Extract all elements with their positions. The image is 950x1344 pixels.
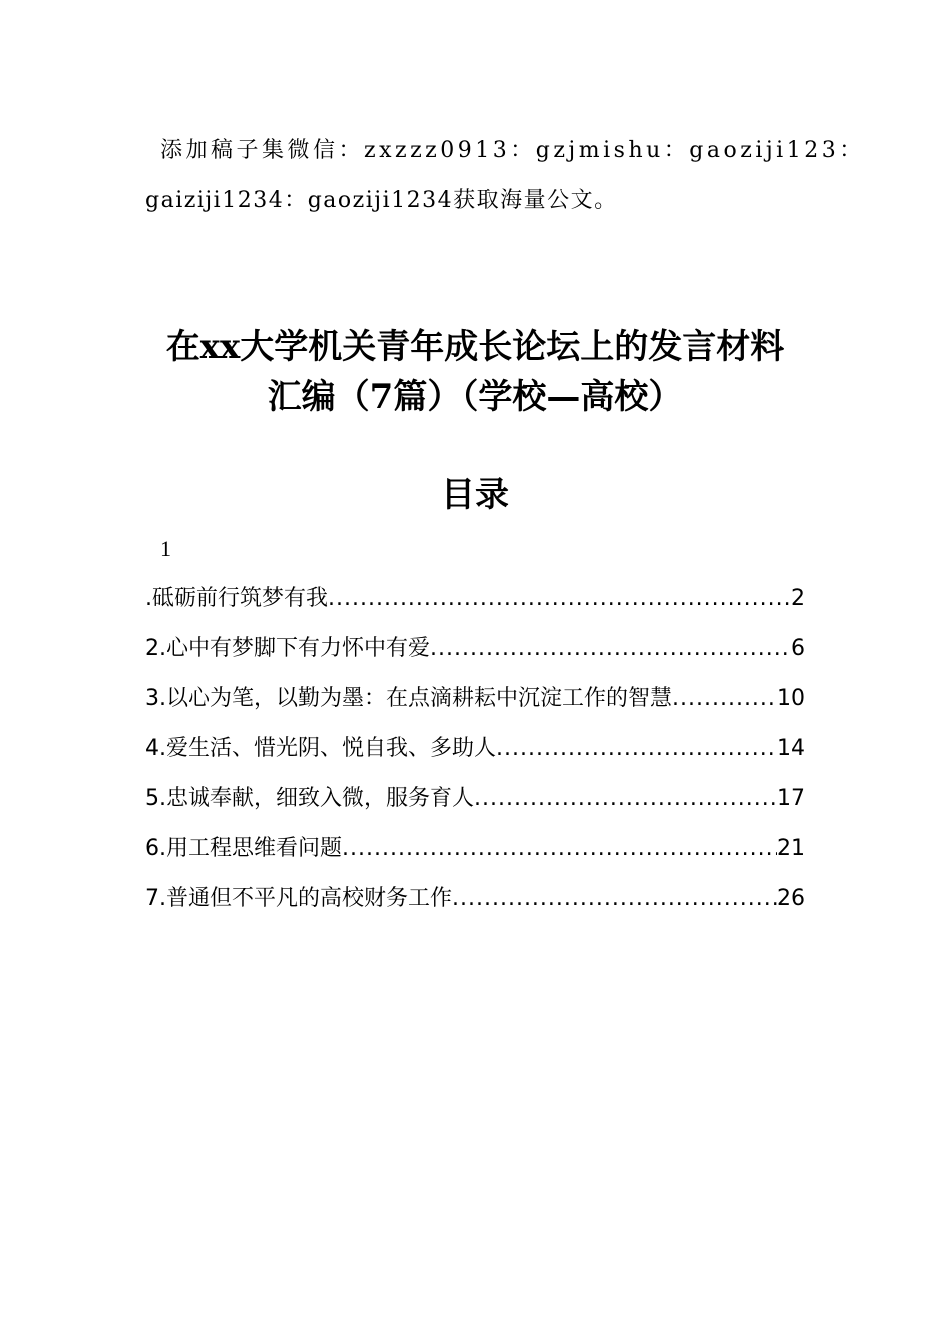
document-title xyxy=(100,322,850,422)
toc-page-number: 26 xyxy=(777,886,805,911)
toc-dot-leader xyxy=(430,624,791,674)
toc-entry-title: 2.心中有梦脚下有力怀中有爱 xyxy=(145,636,430,661)
toc-page-number: 14 xyxy=(777,736,805,761)
toc-entry-2[interactable] xyxy=(145,624,805,674)
toc-entry-title: 6.用工程思维看问题 xyxy=(145,836,342,861)
toc-entry-title: 4.爱生活、惜光阴、悦自我、多助人 xyxy=(145,736,496,761)
title-line-2: 汇编（7篇）（学校—高校） xyxy=(267,377,683,417)
toc-page-number: 6 xyxy=(791,636,805,661)
toc-entry-6[interactable] xyxy=(145,824,805,874)
toc-entry-title: .砥砺前行筑梦有我 xyxy=(145,586,328,611)
title-line-1: 在xx大学机关青年成长论坛上的发言材料 xyxy=(165,327,785,367)
toc-entry-3[interactable] xyxy=(145,674,805,724)
toc-entry-4[interactable] xyxy=(145,724,805,774)
notice-line-2: gaiziji1234：gaoziji1234获取海量公文。 xyxy=(145,188,618,213)
toc-dot-leader xyxy=(328,574,791,624)
toc-page-number: 21 xyxy=(777,836,805,861)
toc-dot-leader xyxy=(496,724,777,774)
toc-entry-title: 3.以心为笔，以勤为墨：在点滴耕耘中沉淀工作的智慧 xyxy=(145,686,672,711)
toc-stray-number: 1 xyxy=(160,536,171,561)
notice-line-1: 添加稿子集微信：zxzzz0913：gzjmishu：gaoziji123： xyxy=(160,138,865,163)
toc-dot-leader xyxy=(342,824,777,874)
toc-page-number: 2 xyxy=(791,586,805,611)
toc-page-number: 17 xyxy=(777,786,805,811)
toc-entry-1[interactable] xyxy=(145,574,805,624)
toc-entry-5[interactable] xyxy=(145,774,805,824)
toc-heading: 目录 xyxy=(441,475,509,515)
table-of-contents xyxy=(145,574,805,924)
toc-entry-title: 5.忠诚奉献，细致入微，服务育人 xyxy=(145,786,474,811)
toc-dot-leader xyxy=(672,674,777,724)
wechat-notice xyxy=(145,126,865,226)
toc-page-number: 10 xyxy=(777,686,805,711)
toc-dot-leader xyxy=(474,774,777,824)
toc-entry-title: 7.普通但不平凡的高校财务工作 xyxy=(145,886,452,911)
toc-entry-7[interactable] xyxy=(145,874,805,924)
toc-dot-leader xyxy=(452,874,777,924)
